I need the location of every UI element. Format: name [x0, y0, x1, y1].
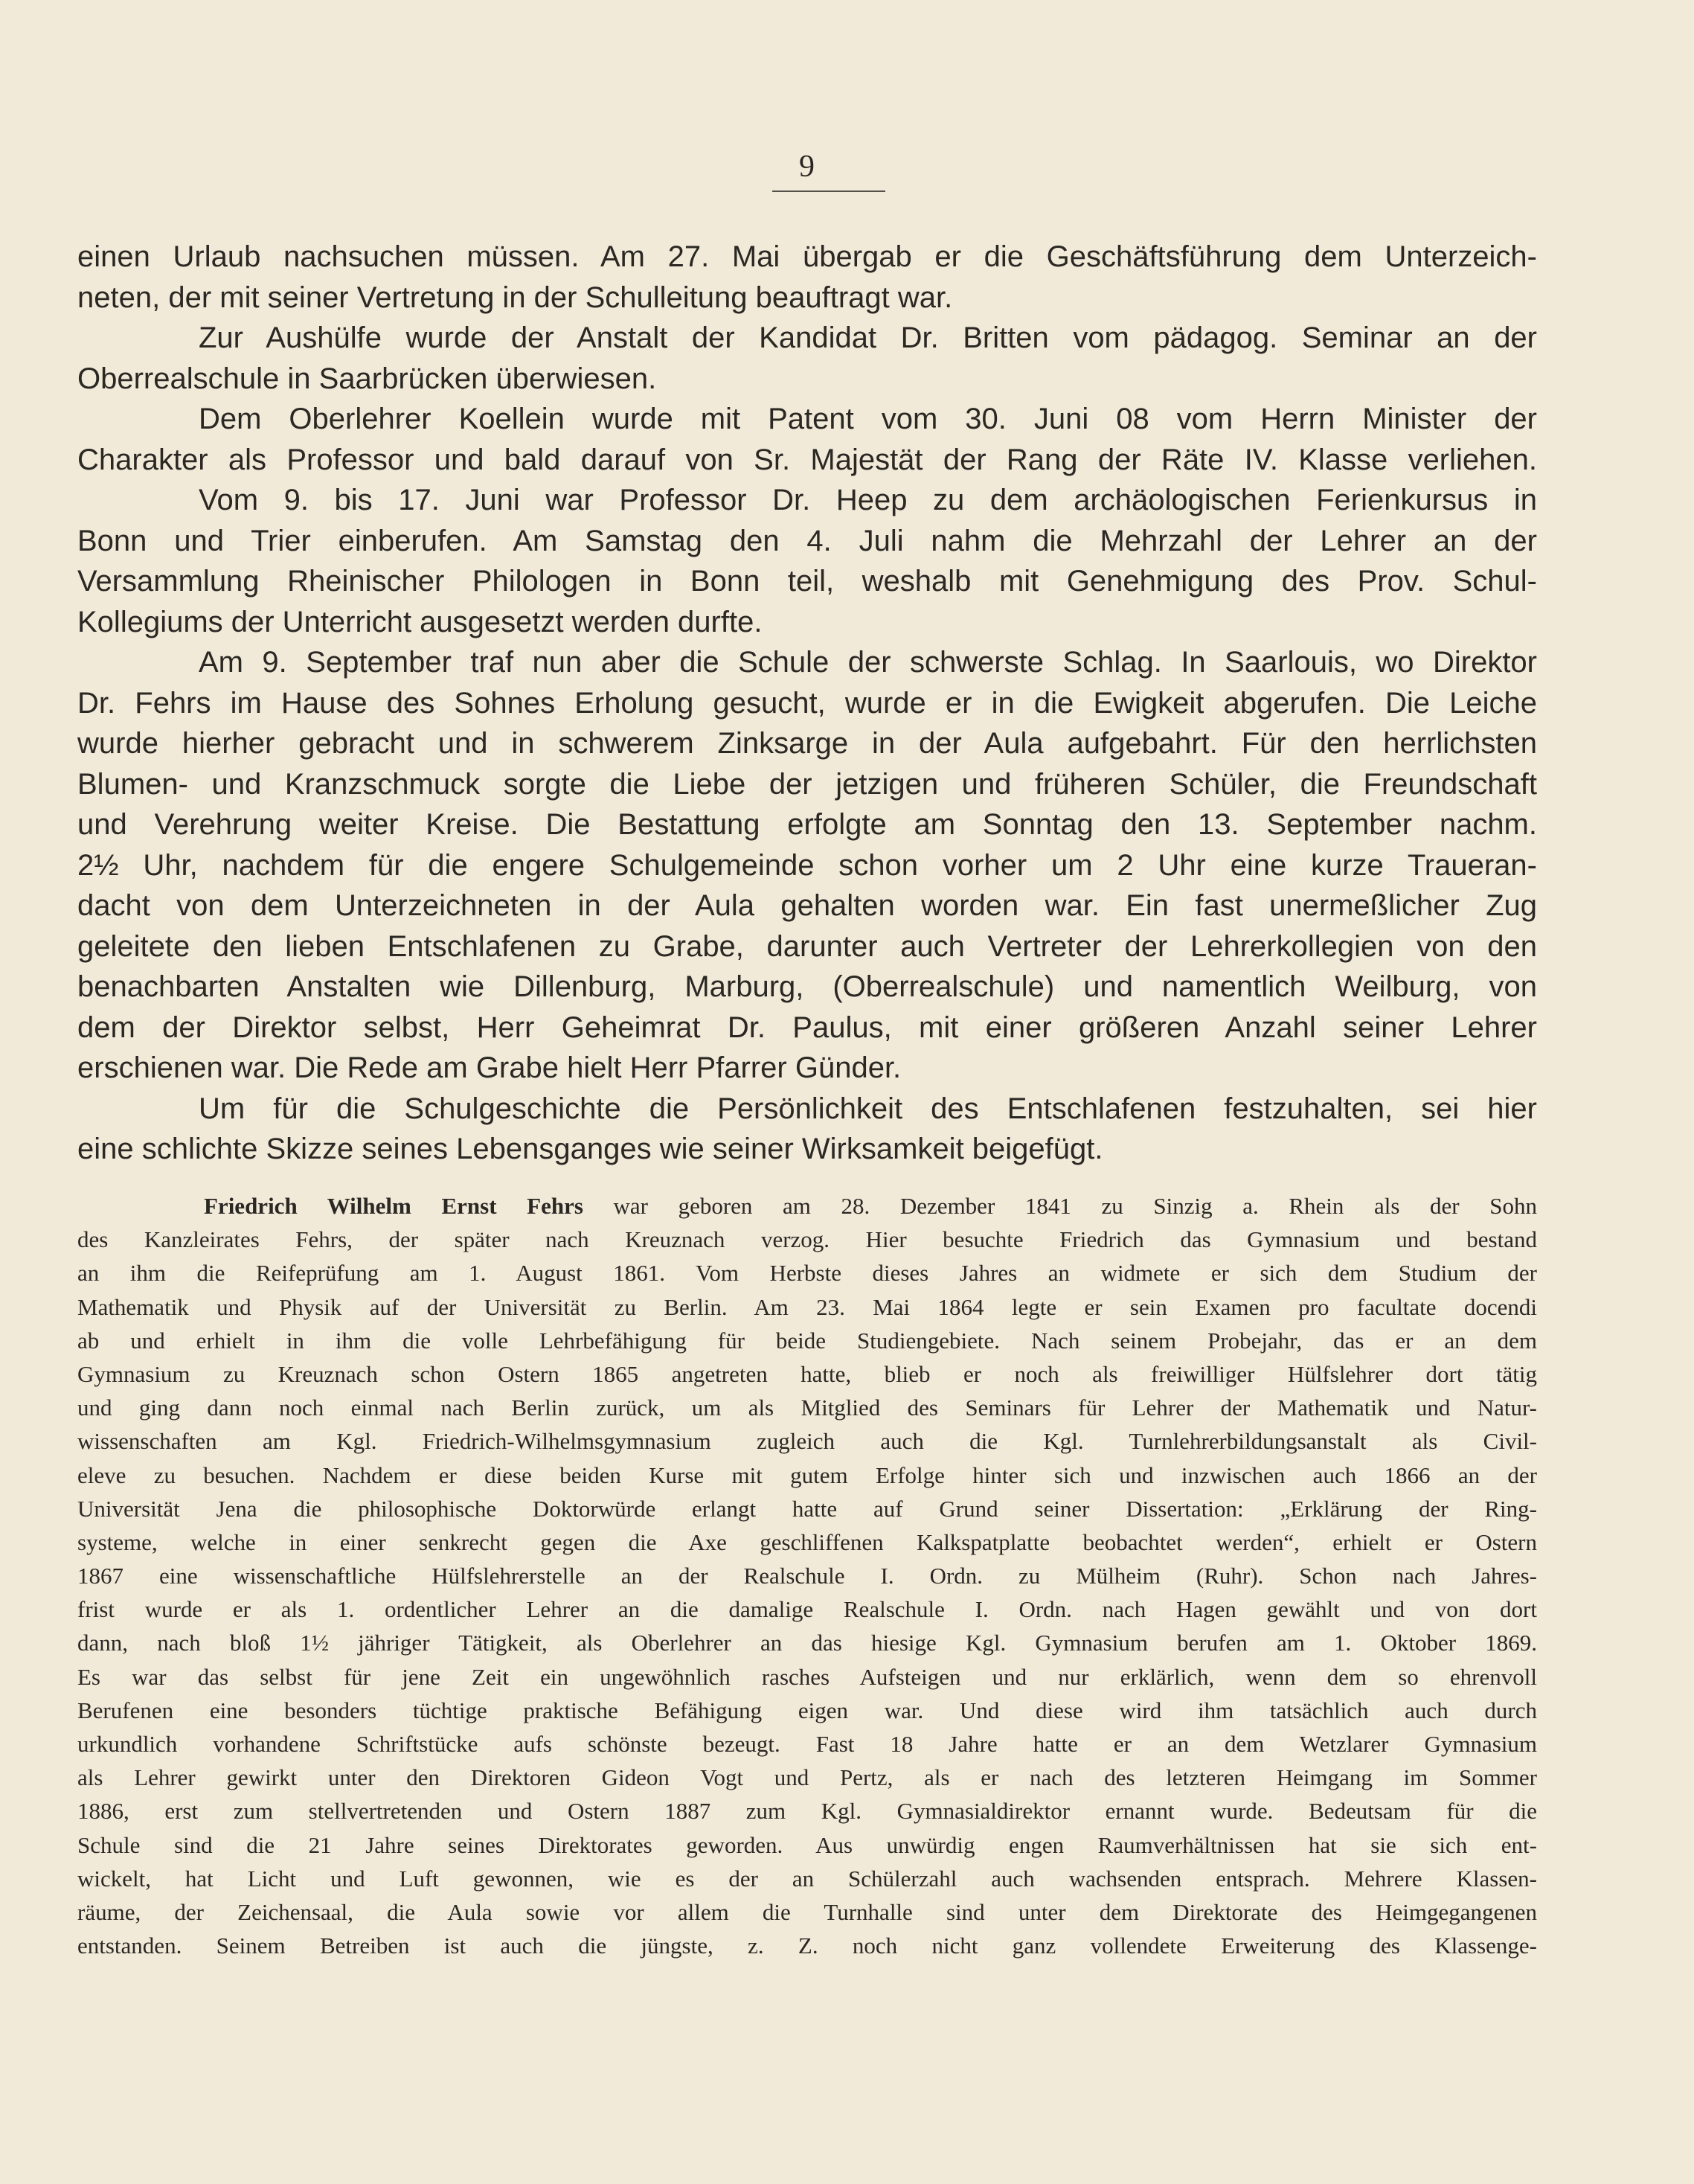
biography-line: dann, nach bloß 1½ jähriger Tätigkeit, als Oberlehrer an das hiesige Kgl. Gymnasium berufen am 1. Oktober 1869. — [77, 1630, 1537, 1656]
text-line: Vom 9. bis 17. Juni war Professor Dr. Heep zu dem archäologischen Ferienkursus in — [199, 484, 1537, 516]
text-line: eine schlichte Skizze seines Lebensganges wie seiner Wirksamkeit beigefügt. — [77, 1133, 1103, 1165]
biography-line: räume, der Zeichensaal, die Aula sowie vor allem die Turnhalle sind unter dem Direktorate des Heimgegangenen — [77, 1898, 1537, 1925]
biography-line: 1886, erst zum stellvertretenden und Ostern 1887 zum Kgl. Gymnasialdirektor ernannt wurde. Bedeutsam für die — [77, 1798, 1537, 1825]
biography-line: Schule sind die 21 Jahre seines Direktorates geworden. Aus unwürdig engen Raumverhältnissen hat sie sich ent- — [77, 1831, 1537, 1858]
biography-line: 1867 eine wissenschaftliche Hülfslehrerstelle an der Realschule I. Ordn. zu Mülheim (Ruhr). Schon nach Jahres- — [77, 1563, 1537, 1589]
biography-line: frist wurde er als 1. ordentlicher Lehrer an die damalige Realschule I. Ordn. nach Hagen gewählt und von dort — [77, 1596, 1537, 1623]
biography-line: wickelt, hat Licht und Luft gewonnen, wie es der an Schülerzahl auch wachsenden entsprach. Mehrere Klassen- — [77, 1865, 1537, 1892]
text-line: Blumen- und Kranzschmuck sorgte die Liebe der jetzigen und früheren Schüler, die Freundschaft — [77, 767, 1537, 801]
text-line: dacht von dem Unterzeichneten in der Aula gehalten worden war. Ein fast unermeßlicher Zug — [77, 889, 1537, 922]
biography-line: und ging dann noch einmal nach Berlin zurück, um als Mitglied des Seminars für Lehrer der Mathematik und Natur- — [77, 1394, 1537, 1421]
text-line: neten, der mit seiner Vertretung in der Schulleitung beauftragt war. — [77, 281, 953, 314]
biography-line: Berufenen eine besonders tüchtige praktische Befähigung eigen war. Und diese wird ihm tatsächlich auch durch — [77, 1697, 1537, 1723]
biography-line: an ihm die Reifeprüfung am 1. August 1861. Vom Herbste dieses Jahres an widmete er sich dem Studium der — [77, 1260, 1537, 1287]
text-line: Dem Oberlehrer Koellein wurde mit Patent vom 30. Juni 08 vom Herrn Minister der — [199, 403, 1537, 435]
page-number: 9 — [799, 150, 815, 184]
text-line: und Verehrung weiter Kreise. Die Bestattung erfolgte am Sonntag den 13. September nachm. — [77, 808, 1537, 841]
biography-line: des Kanzleirates Fehrs, der später nach Kreuznach verzog. Hier besuchte Friedrich das Gymnasium und bestand — [77, 1226, 1537, 1253]
text-line: Dr. Fehrs im Hause des Sohnes Erholung gesucht, wurde er in die Ewigkeit abgerufen. Die Leiche — [77, 686, 1537, 720]
biography-line: Es war das selbst für jene Zeit ein ungewöhnlich rasches Aufsteigen und nur erklärlich, wenn dem so ehrenvoll — [77, 1663, 1537, 1690]
main-text — [77, 237, 1537, 1170]
text-line: dem der Direktor selbst, Herr Geheimrat Dr. Paulus, mit einer größeren Anzahl seiner Lehrer — [77, 1011, 1537, 1044]
text-line: wurde hierher gebracht und in schwerem Zinksarge in der Aula aufgebahrt. Für den herrlichsten — [77, 727, 1537, 760]
text-line: Oberrealschule in Saarbrücken überwiesen. — [77, 362, 657, 395]
biography-line: systeme, welche in einer senkrecht gegen die Axe geschliffenen Kalkspatplatte beobachtet werden“, erhielt er Ostern — [77, 1528, 1537, 1555]
text-line: Zur Aushülfe wurde der Anstalt der Kandidat Dr. Britten vom pädagog. Seminar an der — [199, 321, 1537, 354]
text-line: Um für die Schulgeschichte die Persönlichkeit des Entschlafenen festzuhalten, sei hier — [199, 1092, 1537, 1125]
text-line: Charakter als Professor und bald darauf von Sr. Majestät der Rang der Räte IV. Klasse verliehen. — [77, 443, 1537, 476]
biography-line: wissenschaften am Kgl. Friedrich-Wilhelmsgymnasium zugleich auch die Kgl. Turnlehrerbildungsanstalt als Civil- — [77, 1428, 1537, 1455]
text-line: Am 9. September traf nun aber die Schule der schwerste Schlag. In Saarlouis, wo Direktor — [199, 646, 1537, 679]
text-line: benachbarten Anstalten wie Dillenburg, Marburg, (Oberrealschule) und namentlich Weilburg, von — [77, 970, 1537, 1003]
text-line: 2½ Uhr, nachdem für die engere Schulgemeinde schon vorher um 2 Uhr eine kurze Traueran- — [77, 848, 1537, 882]
text-line: Versammlung Rheinischer Philologen in Bonn teil, weshalb mit Genehmigung des Prov. Schul- — [77, 565, 1537, 598]
biography-line: ab und erhielt in ihm die volle Lehrbefähigung für beide Studiengebiete. Nach seinem Probejahr, das er an dem — [77, 1327, 1537, 1354]
biography-name: Friedrich Wilhelm Ernst Fehrs — [204, 1193, 583, 1219]
biography-line: Universität Jena die philosophische Doktorwürde erlangt hatte auf Grund seiner Dissertation: „Erklärung der Ring- — [77, 1495, 1537, 1522]
text-line: Kollegiums der Unterricht ausgesetzt werden durfte. — [77, 605, 763, 638]
biography-line: als Lehrer gewirkt unter den Direktoren Gideon Vogt und Pertz, als er nach des letzteren Heimgang im Sommer — [77, 1764, 1537, 1791]
text-line: erschienen war. Die Rede am Grabe hielt Herr Pfarrer Günder. — [77, 1051, 902, 1084]
text-line: einen Urlaub nachsuchen müssen. Am 27. Mai übergab er die Geschäftsführung dem Unterzeich- — [77, 240, 1537, 273]
biography-line: entstanden. Seinem Betreiben ist auch die jüngste, z. Z. noch nicht ganz vollendete Erweiterung des Klassenge- — [77, 1932, 1537, 1959]
biography-first-line — [77, 1189, 1537, 1223]
biography-line: eleve zu besuchen. Nachdem er diese beiden Kurse mit gutem Erfolge hinter sich und inzwischen auch 1866 an der — [77, 1461, 1537, 1488]
page-number-rule — [772, 190, 885, 192]
biography-first-line-rest: war geboren am 28. Dezember 1841 zu Sinzig a. Rhein als der Sohn — [583, 1193, 1537, 1219]
biography-line: urkundlich vorhandene Schriftstücke aufs schönste bezeugt. Fast 18 Jahre hatte er an dem Wetzlarer Gymnasium — [77, 1731, 1537, 1757]
text-line: geleitete den lieben Entschlafenen zu Grabe, darunter auch Vertreter der Lehrerkollegien von den — [77, 929, 1537, 963]
biography-text — [77, 1189, 1537, 1962]
biography-line: Mathematik und Physik auf der Universität zu Berlin. Am 23. Mai 1864 legte er sein Examen pro facultate docendi — [77, 1293, 1537, 1320]
text-line: Bonn und Trier einberufen. Am Samstag den 4. Juli nahm die Mehrzahl der Lehrer an der — [77, 524, 1537, 557]
biography-line: Gymnasium zu Kreuznach schon Ostern 1865 angetreten hatte, blieb er noch als freiwilliger Hülfslehrer dort tätig — [77, 1360, 1537, 1387]
